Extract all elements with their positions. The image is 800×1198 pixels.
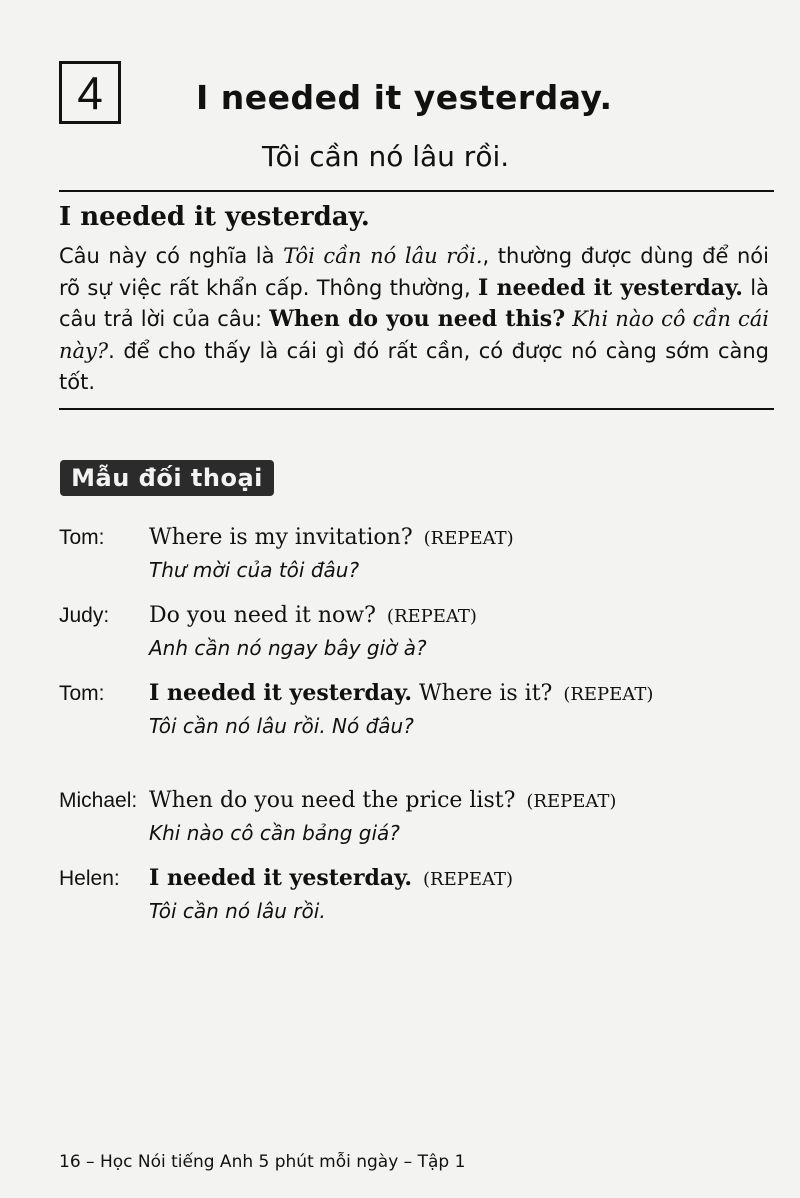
english-bold: I needed it yesterday.	[149, 865, 413, 891]
explanation-text: . để cho thấy là cái gì đó rất cần, có được nó càng sớm càng tốt.	[59, 338, 769, 394]
explanation-bold: When do you need this?	[269, 306, 566, 332]
explanation-italic: Khi nào cô cần cái này?	[59, 307, 769, 363]
explanation-italic: Tôi cần nó lâu rồi.	[283, 244, 483, 268]
speaker-name: Tom:	[59, 526, 105, 549]
english-text: Where is it?	[412, 681, 553, 706]
page-footer: 16 – Học Nói tiếng Anh 5 phút mỗi ngày – Tập 1	[59, 1152, 466, 1172]
repeat-tag: (REPEAT)	[386, 606, 477, 627]
repeat-tag: (REPEAT)	[526, 791, 617, 812]
explanation-text: , thường được dùng để nói rõ sự việc rất khẩn cấp. Thông thường,	[59, 244, 769, 300]
english-text: Where is my invitation?	[149, 525, 413, 550]
lesson-number: 4	[77, 66, 103, 119]
repeat-tag: (REPEAT)	[423, 869, 514, 890]
repeat-tag: (REPEAT)	[563, 684, 654, 705]
divider-top	[59, 190, 774, 192]
english-line	[149, 602, 477, 628]
english-line	[149, 524, 514, 550]
vietnamese-translation: Thư mời của tôi đâu?	[149, 558, 360, 582]
speaker-name: Michael:	[59, 789, 138, 812]
divider-bottom	[59, 408, 774, 410]
explanation-text: Câu này có nghĩa là	[59, 244, 284, 268]
dialogue-badge: Mẫu đối thoại	[60, 460, 274, 496]
explanation-heading: I needed it yesterday.	[59, 202, 370, 232]
vietnamese-translation: Khi nào cô cần bảng giá?	[149, 821, 400, 845]
lesson-subtitle: Tôi cần nó lâu rồi.	[262, 140, 510, 173]
repeat-tag: (REPEAT)	[423, 528, 514, 549]
vietnamese-translation: Tôi cần nó lâu rồi.	[149, 899, 326, 923]
english-bold: I needed it yesterday.	[149, 680, 413, 706]
english-line	[149, 787, 616, 813]
english-line	[149, 680, 653, 706]
speaker-name: Helen:	[59, 867, 120, 890]
explanation-body	[59, 241, 769, 399]
speaker-name: Tom:	[59, 682, 105, 705]
vietnamese-translation: Anh cần nó ngay bây giờ à?	[149, 636, 427, 660]
speaker-name: Judy:	[59, 604, 110, 627]
explanation-text: là câu trả lời của câu:	[59, 275, 769, 331]
explanation-bold: I needed it yesterday.	[478, 274, 743, 301]
english-text: When do you need the price list?	[149, 788, 516, 813]
english-text: Do you need it now?	[149, 603, 376, 628]
lesson-title: I needed it yesterday.	[196, 78, 613, 117]
lesson-number-box	[59, 61, 121, 124]
english-line	[149, 865, 513, 891]
vietnamese-translation: Tôi cần nó lâu rồi. Nó đâu?	[149, 714, 414, 738]
